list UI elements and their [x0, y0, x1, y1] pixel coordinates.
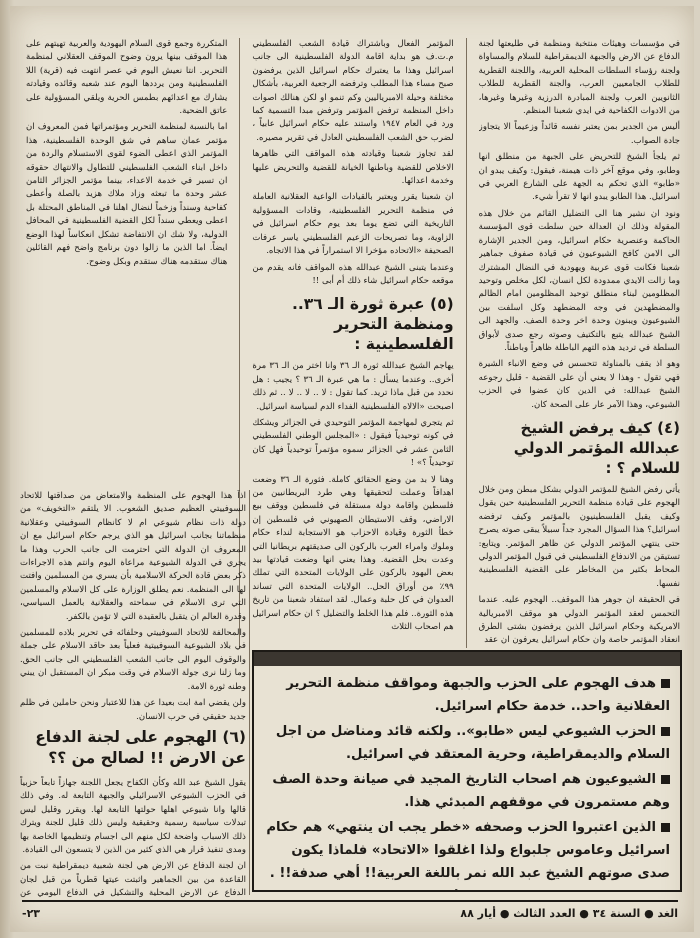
paragraph: لقد تجاوز شعبنا وقيادته هذه المواقف التي ظاهرها الاخلاص للقضية وباطنها الخيانة للقضية والتحريض عليها وخدمة اعدائها. [252, 149, 454, 187]
paragraph: وهنا لا بد من وضع الحقائق كاملة. فثورة الـ ٣٦ وضعت اهدافاً وعملت لتحقيقها وهي طرد البريطانيين من فلسطين واقامة دولة مستقلة في فلسطين ووقف بيع الاراضي، وقف الاستيطان الصهيوني في فلسطين إن خطأ الثورة وقيادة الاحزاب هو الاستجابة لنداء حكام وملوك وامراء العرب بالركون الى صديقتهم بريطانيا التي وعدت بحل القضية. وهذا يعني انها وضعت قيادتها بيد بعض اليهود بالركون على الولايات المتحدة التي تملك ٩٩٪ من أوراق الحل.. الولايات المتحدة التي تساند العدوان في كل حلبة وعمال. لقد استفاد شعبنا من تاريخ هذه الثورة.. فلم هذا الخلط والتضليل ؟ ان حكام اسرائيل هم اصحاب الثلاث [252, 474, 454, 633]
section-heading-6: (٦) الهجوم على لجنة الدفاع عن الارض !! لصالح من ؟؟ [35, 727, 246, 767]
highlight-item: الذين اعتبروا الحزب وصحفه «خطر يجب ان ينتهي» هم حكام اسرائيل وعاموس جلبواع ولذا اغلقوا «الاتحاد» فلماذا يكون صدى صوتهم الشيخ عبد الله نمر باللغة العربية!! أهي صدفة!! . [266, 820, 670, 881]
paragraph: المؤتمر الفعال وباشتراك قيادة الشعب الفلسطيني م.ت.ف هو بداية اقامة الدولة الفلسطينية الى جانب اسرائيل وهذا ما يعتبرك حكام اسرائيل الذين يرفضون صبح مساء هذا المطلب وترفضه الرجعية العربية، بأشكال مختلفة وحيلة الامبرياليين وكم تنمو او لكن هنالك اصوات داخل المنظمة ترفض المؤتمر وترفض مبدا التسمية كما ورد في العام ١٩٤٧ واستند عليه حكام اسرائيل عابياً ، لضرب حق الشعب الفلسطيني العادل في تقرير مصيره. [252, 39, 454, 143]
paragraph: ونود ان نشير هنا الى التضليل القائم من خلال هذه المقولة وذلك ان العدالة حين سلطت قوى المؤسسة الحاكمة وعنصرية حكام اسرائيل، ومن الجدير الإشارة الى الامن كافح الشيوعيون في قيادة صفوف جماهير شعبنا فكانت قوى عربية ويهودية في النضال المشترك وما زالت الايدي ممدودة لكل انسان، لكل مخلص وتوحيد المظلومين لبناء منطلق توحيد المظلومين امام الظالم والمضطهدين في وجه المضطهد وكل اسلفت بين الشيوعيون ويبنون وحدة اخر وحدة الصف. والجهد الى الشيخ عبدالله يتبع بالتكتيف وصوته رجع صدى لأبواق السلطة في ترديد هذه التهم الباطلة ظاهراً وباطناً. [478, 208, 680, 353]
box-top-bar [254, 652, 680, 666]
paragraph: ولن يقضي امة ابت بعيدا عن هذا للاعتبار ونحن حاملين في ظلم جديد حقيقي في حرب الانسان. [20, 698, 246, 722]
paragraph: في الحقيقة ان جوهر هذا الموقف.. الهجوم عليه. عندما التحمس لعقد المؤتمر الدولي هو موقف الامبريالية الامريكية وحكام اسرائيل الذين يرفضون بشتى الطرق انعقاد المؤتمر حاصة وان حكام اسرائيل يعرفون ان عقد [478, 595, 680, 646]
issue-info: الغد ● السنة ٣٤ ● العدد الثالث ● أيار ٨٨ [460, 906, 678, 920]
column-divider [249, 490, 250, 895]
paragraph: وعندما يتبنى الشيخ عبدالله هذه المواقف فانه يقدم من موقعه حكام اسرائيل شاء ذلك أم أبى !! [252, 262, 454, 286]
paragraph: اذاً هذا الهجوم على المنظمة والامتعاض من صداقتها للاتحاد السوفييتي العظيم صديق الشعوب. الا يلتقم «التخويف» من دولة ذات نظام شيوعي ام لا كانظام السوفييتي وعقلانية منظماتنا بجانب اسرائيل هو الذي يرجم حكام اسرائيل مع ان المعروف ان الدولة التي احترمت الى جانب الحرب وهذا ما يجري في الدولة الشيوعية مراعاة اليوم وانتم هذه الاجراءات ذكر بعض قادة الحركة الاسلامية بأن يسري من المسلمين وافتت لها الى المنظمة. نعم يطلق الوزارة على كل الاسلام والمسلمين التي ترى الاسلام في سماحته والعقلانية بالعمل السياسي، وقدرة العالم ان يتقبل بالعقيدة التي لا تؤمن بالكفر. [20, 491, 246, 622]
highlight-item: هدف الهجوم على الحزب والجبهة ومواقف منظمة التحرير العقلانية واحد.. خدمة حكام اسرائيل. [286, 676, 670, 714]
highlight-item [260, 887, 670, 892]
paragraph: أليس من الجدير بمن يعتبر نفسه قائداً وزعيماً الا يتجاوز جادة الصواب. [478, 122, 680, 146]
highlights-box [252, 650, 682, 892]
section-heading-5: (٥) عبرة ثورة الـ ٣٦.. ومنظمة التحرير الفلسطينية : [291, 295, 454, 354]
column-left [26, 38, 227, 486]
paragraph: ان شعبنا يقرر ويعتبر بالقيادات الواعية العقلانية العاملة في منظمة التحرير الفلسطينية، وقادات المسؤولية التاريخية التي تضع يوما بعد يوم حكام اسرائيل في الزاوية، وما تصريحات الزعيم الفلسطيني ياسر عرفات الصحيفة «الاتحاده مؤخرا الا استمراراً في هذا الاتجاه. [252, 192, 454, 257]
paragraph: في مؤسسات وهيئات منتخبة ومنظمة في طليعتها لجنة الدفاع عن الارض والجبهة الديمقراطية للسلام والمساواة ولجنة رؤساء السلطات المحلية العربية، واللجنة القطرية للطلاب الجامعيين العرب، والجنة القطرية للطلاب الثانويين العرب ولجنة المبادرة الدرزية وغيرها وغيرها، من الادوات الكفاحية في ايدي شعبنا المنظم. [478, 39, 680, 117]
page-footer [22, 900, 678, 924]
bullet-square-icon [661, 775, 670, 784]
column-middle [252, 38, 453, 648]
paragraph: ان لجنة الدفاع عن الارض هي لجنة شعبية ديمقراطية نبت من القاعدة من بين الجماهير واثبتت عيتها قطرياً من قبل لجان الدفاع عن الارض المحلية والتشكيل في الدفاع اليومي عن [20, 861, 246, 899]
highlight-item: الشيوعيون هم اصحاب التاريخ المجيد في صيانة وحدة الصف وهم مستمرون في موقفهم المبدئي هذا. [272, 772, 670, 810]
column-right [479, 38, 680, 648]
paragraph: يقول الشيخ عبد الله وكأن الكفاح يجعل اللجنة جهازاً تابعاً حزبياً في الحزب الشيوعي الاسرائيلي والجبهة التابعة له. وفي ذلك قالها وانا شيوعي اهلها حولتها التابعة لها. ويقرر وقليل ليس تبدلات سياسية رسمية وحقيقية وليس ذلك قليل للجنة ويترك ذلك الاسباب واضحة لكل منهم الى اجسام وتنظيمها الخاصة بها ومدى تنفيذ قرار هي الذي كثير من الذين لا يتسعون الى القيادة. [20, 777, 246, 855]
bullet-square-icon [661, 727, 670, 736]
paragraph: اما بالنسبة لمنظمة التحرير ومؤتمراتها فمن المعروف ان مؤتمر عمان ساهم في شق الوحدة الفلسطينية، هذا المؤتمر الذي اعطى الضوء لقوى الاستسلام والردة من داخل ابناء الشعب الفلسطيني للتطاول والانتهاك حقوقه ان تسير في خدمة الاعداء، بينما مؤتمر الجزائر الثامن عشر وحدة ما تبعثه وزاد ملاك هزيد بالصلة وأعطى كفاحية وسنداً وزخماً لنضال اهلنا في المناطق المحتلة بل اعطى ويعطي سنداً لكل القضية الفلسطينية في المحافل الدولية، ولا شك ان الانتفاضة تشكل انعكاساً لهذا الوضع ايضاً. اما الذين ما زالوا دون برنامج واضح فهم القائلين هناك ستقدمه هناك ستقدم وبكل وضوح. [26, 122, 228, 267]
paragraph: يهاجم الشيخ عبدالله ثورة الـ ٣٦ وانا اختر من الـ ٣٦ مرة أخرى.. وعندما يسأل : ما هي عبرة الـ ٣٦ ؟ يجيب : هل نحدد من قبل ماذا تريد. كما تقول : لا .. لا .. لا .. ثم ذلك اصبحت «الالاه الفلسطينية الفداء الدم لسياسة اسرائيل. [252, 361, 454, 412]
page-number: -٢٣ [22, 906, 41, 920]
bullet-square-icon [661, 823, 670, 832]
paragraph: وهو اذ يقف بالمناوئة تتحسس في وضع الانباء الشيرة فهي تقول - وهذا لا يعني أن على القضية - قليل رجوعه الشيخ عبدالله: في الدين كان عضوا في الحزب الشيوعي، وهذا الآمر عار على الصحة كان. [478, 359, 680, 410]
paragraph: ثم يتجري لمهاجمة المؤتمر التوحيدي في الجزائر ويشكك في كونه توحيدياً فيقول : «المجلس الوطني الفلسطيني الثامن عشر في الجزائر سموه مؤتمراً توحيدياً فهل كان توحيدياً ؟» ! [252, 417, 454, 469]
paragraph: ثم يلجأ الشيخ للتحريض على الجبهة من منطلق انها وطابو، وفي موقع آخر ذات هيمنة، فيقول: وكيف يبدو ان «طابو» الذي تحكم به الجهة على الشارع العربي في اسرائيل. هذا الطابو يبدو انها لا تقرأ شيء. [478, 152, 680, 203]
section-heading-4: (٤) كيف يرفض الشيخ عبدالله المؤتمر الدولي للسلام ؟ : [513, 418, 680, 477]
column-divider [466, 38, 467, 648]
bullet-square-icon [661, 679, 670, 688]
column-left-bottom [20, 490, 246, 900]
paragraph: يأتي رفض الشيخ للمؤتمر الدولي بشكل مبطن ومن خلال الهجوم على قيادة منظمة التحرير الفلسطينية حين يقول وكيف يقبل الفلسطينيون بالمؤتمر وكيف ترفضه اسرائيل؟ هذا السؤال المجرد جداً سبيلاً يبقى صوته يصرح حتى ينتهي المؤتمر الدولي عن ظاهر المؤتمر. ويتابع: تستيقن من الاندفاع الفلسطيني في قبول المؤتمر الدولي المحاط بكثير من المخاطر على القضية الفلسطينية نفسها. [478, 484, 680, 589]
highlight-item: الحزب الشيوعي ليس «طابو».. ولكنه قائد ومناضل من اجل السلام والديمقراطية، وحرية المعتقد في اسرائيل. [275, 724, 670, 762]
paragraph: والمحالفة للاتحاد السوفييتي وحلفائه في تحرير بلاده للمسلمين في بلاد الشيوعية السوفييتية فعلياً بعد حاقد الاسلام على جملة والوقوف اليوم الى جانب الشعب الفلسطيني الى جانب الحق. وما زلنا نرى جولة الاسلام في وقت مبكر ان المستقبل ان يبني وطنه ثورة الامة. [20, 628, 246, 692]
paragraph: المتكررة وجمع قوى السلام اليهودية والعربية تهيتهم على هذا الموقف بينها يرون وضوح الموقف العقلاني لمنظمة التحرير. انتا نعيش اليوم في عصر انتهت فيه (قرية) اللا الفلسطينية ومن يرددها اليوم عند شعبه وقائده وقيادته يشارك مع اعدائهم بطمس الحرية ويلقي المسؤولية على عاتق الضحية. [26, 39, 228, 117]
